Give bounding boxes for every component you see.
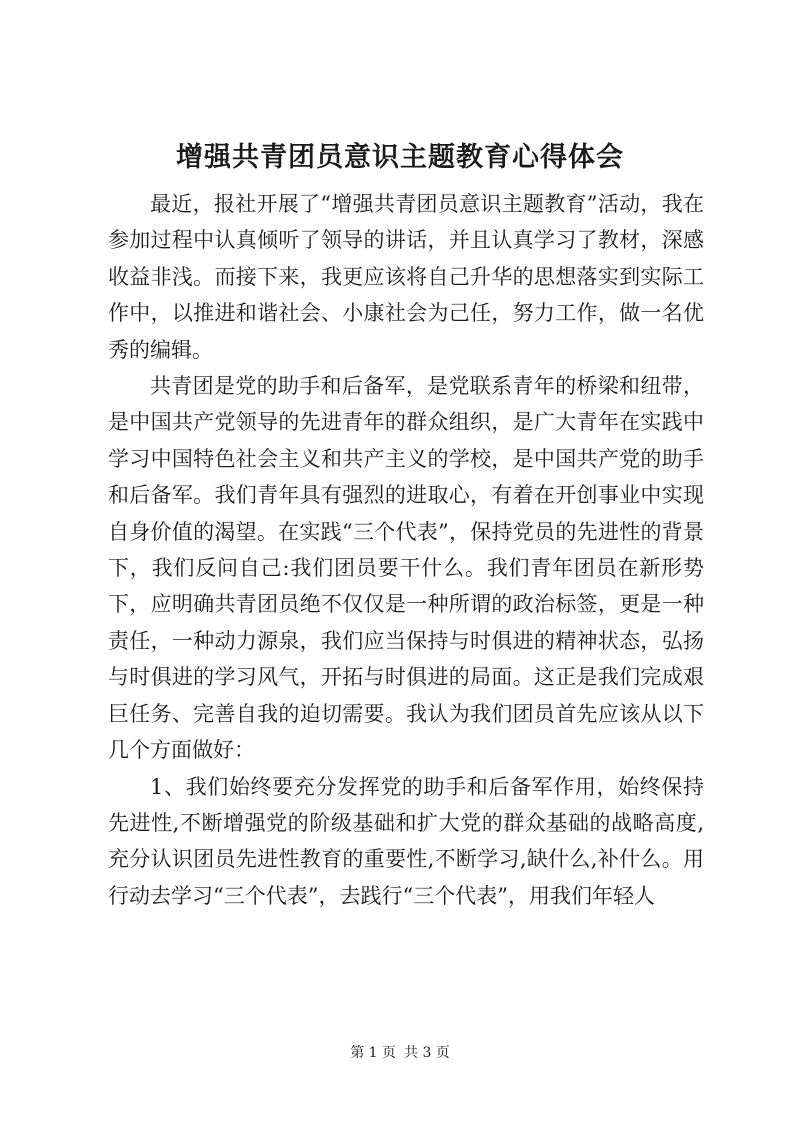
document-body: [108, 186, 704, 914]
document-title: 增强共青团员意识主题教育心得体会: [176, 142, 624, 173]
paragraph-youth-league: 共青团是党的助手和后备军，是党联系青年的桥梁和纽带，是中国共产党领导的先进青年的群众组织，是广大青年在实践中学习中国特色社会主义和共产主义的学校，是中国共产党的助手和后备军。我们青年具有强烈的进取心，有着在开创事业中实现自身价值的渴望。在实践“三个代表”，保持党员的先进性的背景下，我们反问自己:我们团员要干什么。我们青年团员在新形势下，应明确共青团员绝不仅仅是一种所谓的政治标签，更是一种责任，一种动力源泉，我们应当保持与时俱进的精神状态，弘扬与时俱进的学习风气，开拓与时俱进的局面。这正是我们完成艰巨任务、完善自我的迫切需要。我认为我们团员首先应该从以下几个方面做好：: [108, 374, 704, 763]
paragraph-intro: 最近，报社开展了“增强共青团员意识主题教育”活动，我在参加过程中认真倾听了领导的讲话，并且认真学习了教材，深感收益非浅。而接下来，我更应该将自己升华的思想落实到实际工作中，以推进和谐社会、小康社会为己任，努力工作，做一名优秀的编辑。: [108, 192, 704, 362]
page-footer: [0, 1043, 800, 1063]
page-number: 第 1 页: [350, 1045, 396, 1061]
paragraph-point-1: 1、我们始终要充分发挥党的助手和后备军作用，始终保持先进性,不断增强党的阶级基础和扩大党的群众基础的战略高度,充分认识团员先进性教育的重要性,不断学习,缺什么,补什么。用行动去学习“三个代表”，去践行“三个代表”，用我们年轻人: [108, 774, 704, 908]
page-total: 共 3 页: [404, 1045, 450, 1061]
